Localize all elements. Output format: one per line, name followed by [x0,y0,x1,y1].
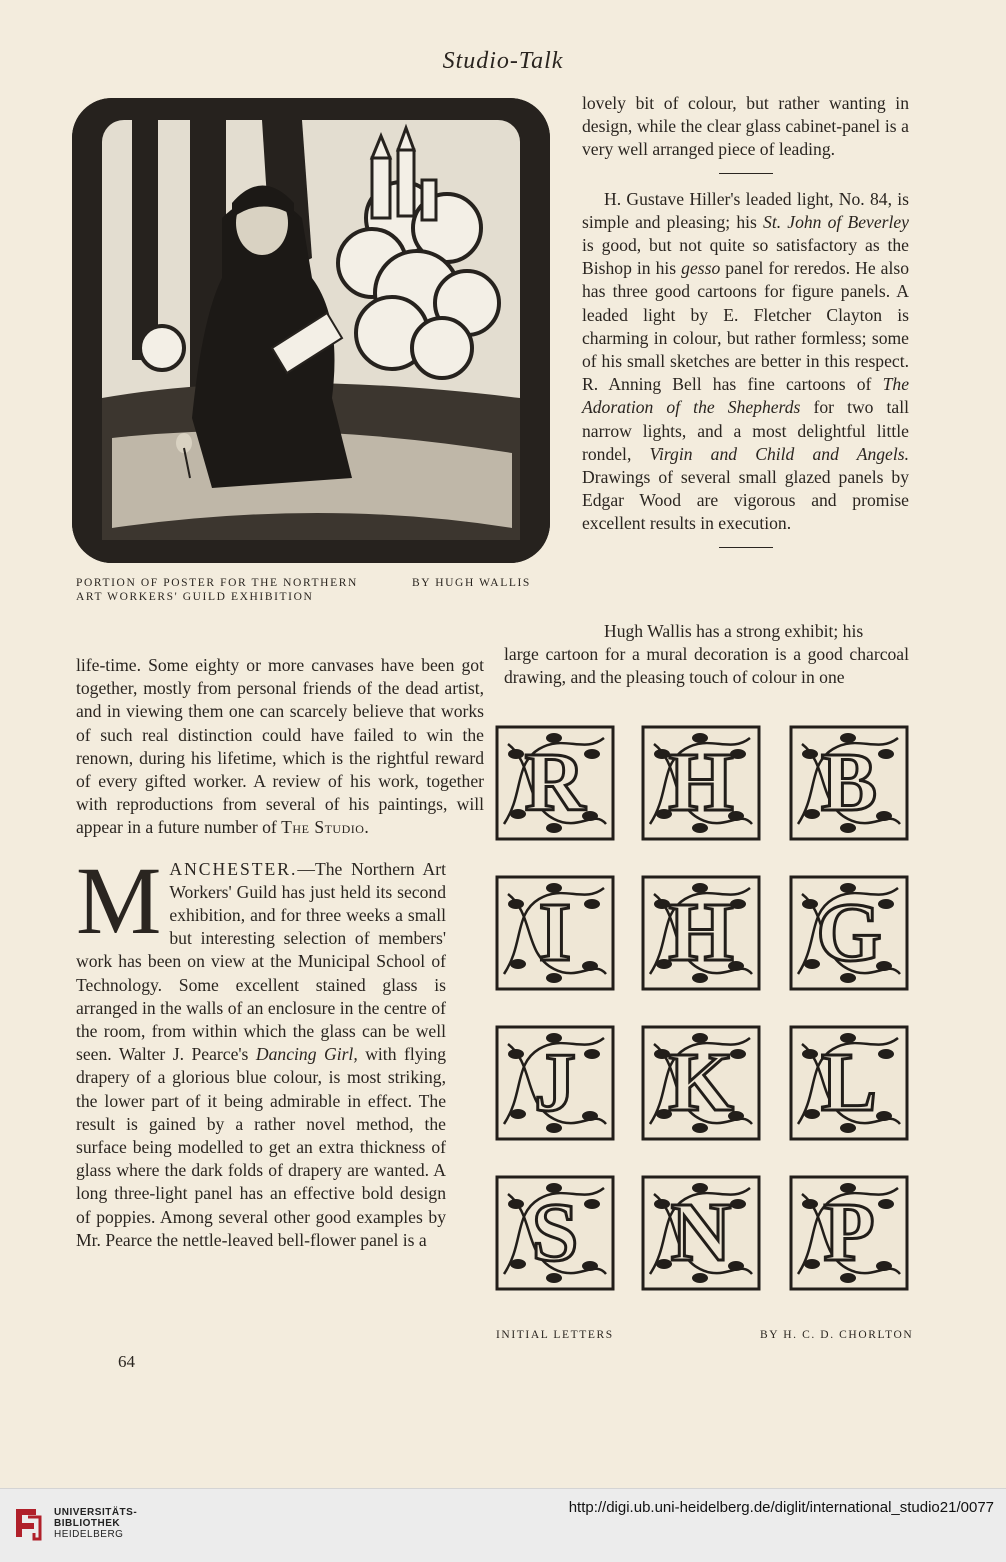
institution-line: UNIVERSITÄTS- [54,1507,138,1518]
initial-letter-tile [640,1024,762,1142]
initial-letter-tile [640,724,762,842]
section-rule [719,173,773,174]
initial-letter-tile [788,724,910,842]
initial-letter: R [524,736,586,829]
wide-text: large cartoon for a mural decoration is a good charcoal drawing, and the pleasing touch of colour in one [504,644,909,688]
text-run: H. Gustave Hiller's leaded light, No. 84, is simple and pleasing; his [582,188,909,232]
permalink-url[interactable]: http://digi.ub.uni-heidelberg.de/diglit/international_studio21/0077 [568,1499,994,1516]
caption-line: PORTION OF POSTER FOR THE NORTHERN [76,577,358,589]
initial-letter: N [670,1186,732,1279]
initial-letter-tile [494,874,616,992]
wide-line: Hugh Wallis has a strong exhibit; his [604,621,864,641]
italic-title: Dancing Girl, [255,1044,358,1065]
text-run: for two tall narrow lights, and a most delightful little rondel, [582,397,910,464]
poster-illustration [72,98,550,563]
initial-letter: H [668,886,734,979]
text-run: is good, but not quite so satisfactory as the Bishop in his [582,235,909,279]
initial-letters-grid [494,724,914,1314]
initial-letter: H [668,736,734,829]
initial-letter-tile [788,874,910,992]
initial-letter-tile [788,1024,910,1142]
institution-line: BIBLIOTHEK [54,1518,121,1529]
initial-letter-tile [788,1174,910,1292]
small-caps-title: The Studio. [281,817,370,838]
initial-letter: K [668,1036,734,1129]
italic-title: St. John of Beverley [763,211,909,232]
initial-letter: L [820,1036,878,1129]
text-run: panel for reredos. He also has three good cartoons for figure panels. A leaded light by E. Fletcher Clayton is charming in colour, but rather formless; some of his small sketches are better in this respect. R. Anning Bell has fine cartoons of [582,258,909,395]
initial-letter: S [531,1186,579,1279]
paragraph [76,846,447,1252]
institution-name [54,1507,137,1540]
initial-letter-tile [640,874,762,992]
paragraph [76,654,484,840]
initial-letter: P [823,1186,875,1279]
page-number: 64 [118,1352,135,1371]
paragraph: lovely bit of colour, but rather wanting in design, while the clear glass cabinet-panel is a very well arranged piece of leading. [582,93,909,160]
figure-caption-credit: BY HUGH WALLIS [412,577,531,589]
text-run: life-time. Some eighty or more canvases have been got together, mostly from personal friends of the dead artist, and in viewing them one can scarcely believe that works of such real distinction could have failed to win the renown, during his lifetime, which is the rightful reward of every gifted worker. A review of his work, together with reproductions from several of his paintings, will appear in a future number of [76,655,484,838]
text-run: —The Northern Art Workers' Guild has just held its second exhibition, and for three weeks a small but interesting selection of members' work has been on view at the Municipal School of Technology. Some excellent stained glass is arranged in the walls of an enclosure in the centre of the room, from within which the glass can be well seen. Walter J. Pearce's [76,858,446,1065]
left-column [76,654,484,1252]
initials-caption-credit: BY H. C. D. CHORLTON [760,1329,914,1341]
figure-caption-title [76,576,358,604]
wide-paragraph [504,620,909,690]
text-run: Drawings of several small glazed panels by Edgar Wood are vigorous and promise excellent results in execution. [582,467,909,534]
section-head: ANCHESTER. [169,858,298,879]
drop-cap: M [76,846,162,954]
paragraph [582,188,909,536]
right-column [582,92,909,562]
initial-letter: G [816,886,882,979]
initials-caption-title: INITIAL LETTERS [496,1329,614,1341]
initial-letter-tile [494,1024,616,1142]
section-rule [719,547,773,548]
library-footer [0,1488,1006,1562]
text-run: with flying drapery of a glorious blue colour, is most striking, the lower part of it being admirable in effect. The result is gained by a rather novel method, the surface being modelled to get an extra thickness of glass where the dark folds of drapery are wanted. A long three-light panel has an effective bold design of poppies. Among several other good examples by Mr. Pearce the nettle-leaved bell-flower panel is a [76,1044,447,1250]
library-logo-icon [12,1505,42,1541]
caption-line: ART WORKERS' GUILD EXHIBITION [76,591,314,603]
initial-letter: J [534,1036,576,1129]
initial-letter: I [538,886,572,979]
initial-letter-tile [640,1174,762,1292]
italic-title: Virgin and Child and Angels. [649,443,910,464]
initial-letter-tile [494,724,616,842]
initial-letter-tile [494,1174,616,1292]
italic-title: The Adoration of the Shepherds [582,374,909,418]
italic-term: gesso [681,258,721,279]
running-head: Studio-Talk [442,48,564,74]
institution-line: HEIDELBERG [54,1529,124,1540]
initial-letter: B [820,736,878,829]
